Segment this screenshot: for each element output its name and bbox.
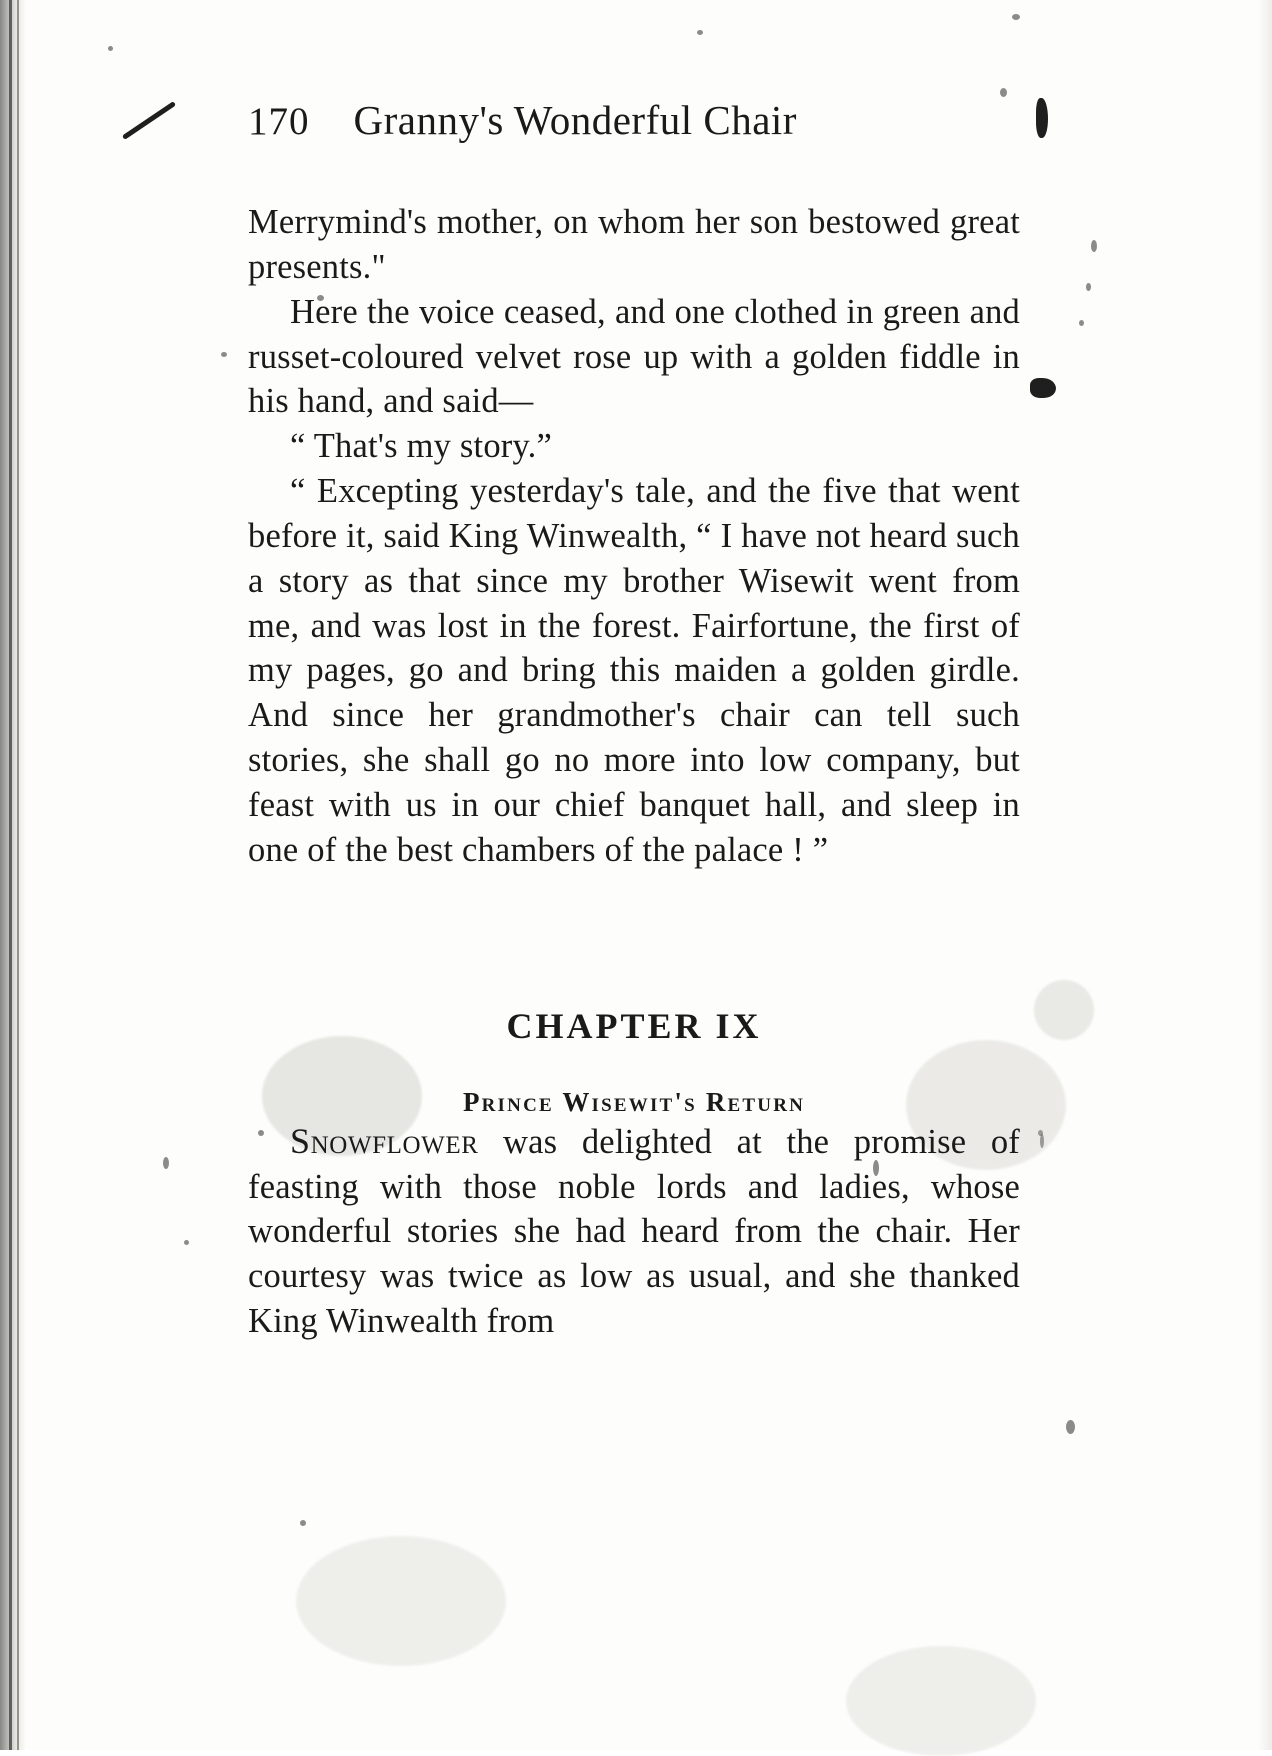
scan-speck bbox=[184, 1240, 189, 1245]
ink-blob-arrow bbox=[1030, 378, 1056, 398]
page-header bbox=[248, 96, 1020, 144]
chapter-first-paragraph-text: was delighted at the promise of feasting with those noble lords and ladies, whose wonderful stories she had heard from the chair. Her courtesy was twice as low as usual, and she thanked King Winwealth from bbox=[248, 1122, 1020, 1341]
chapter-first-paragraph bbox=[248, 1118, 1020, 1344]
page-text-column bbox=[248, 96, 1020, 1344]
page-number: 170 bbox=[248, 100, 310, 143]
binding-line-outer bbox=[9, 0, 12, 1750]
scan-smudge bbox=[1034, 980, 1094, 1040]
scan-speck bbox=[1012, 14, 1020, 20]
scan-speck bbox=[163, 1157, 169, 1169]
binding-line-inner bbox=[17, 0, 19, 1750]
scan-speck bbox=[108, 46, 113, 51]
scan-speck bbox=[221, 352, 227, 357]
scan-speck bbox=[1091, 240, 1097, 252]
paragraph-continuation: Merrymind's mother, on whom her son bestowed great presents." bbox=[248, 203, 1020, 286]
running-head-title: Granny's Wonderful Chair bbox=[353, 97, 797, 143]
scan-speck bbox=[300, 1520, 306, 1526]
chapter-subtitle: Prince Wisewit's Return bbox=[462, 1086, 806, 1117]
scan-smudge bbox=[296, 1536, 506, 1666]
chapter-lead-in-word: Snowflower bbox=[290, 1120, 479, 1161]
page-right-edge bbox=[1258, 0, 1272, 1750]
scan-speck bbox=[1066, 1420, 1075, 1434]
binding-edge bbox=[0, 0, 26, 1750]
scan-speck bbox=[697, 30, 703, 35]
scan-speck bbox=[1079, 320, 1084, 326]
paragraph-king-winwealth: “ Excepting yesterday's tale, and the five that went before it, said King Winwealth, “ I have not heard such a story as that since my brother Wisewit went from me, and was lost in the forest. Fairfortune, the first of my pages, go and bring this maiden a golden girdle. And since her grandmother's chair can tell such stories, she shall go no more into low company, but feast with us in our chief banquet hall, and sleep in one of the best chambers of the palace ! ” bbox=[248, 472, 1020, 869]
scan-smudge bbox=[846, 1646, 1036, 1756]
chapter-heading: CHAPTER IX bbox=[506, 1005, 762, 1046]
paragraph-voice-ceased: Here the voice ceased, and one clothed in green and russet-coloured velvet rose up with a golden fiddle in his hand, and said— bbox=[248, 292, 1020, 421]
scan-speck bbox=[1086, 283, 1091, 291]
paragraph-thats-my-story: “ That's my story.” bbox=[290, 427, 553, 466]
ink-blob-top-right bbox=[1036, 98, 1048, 138]
